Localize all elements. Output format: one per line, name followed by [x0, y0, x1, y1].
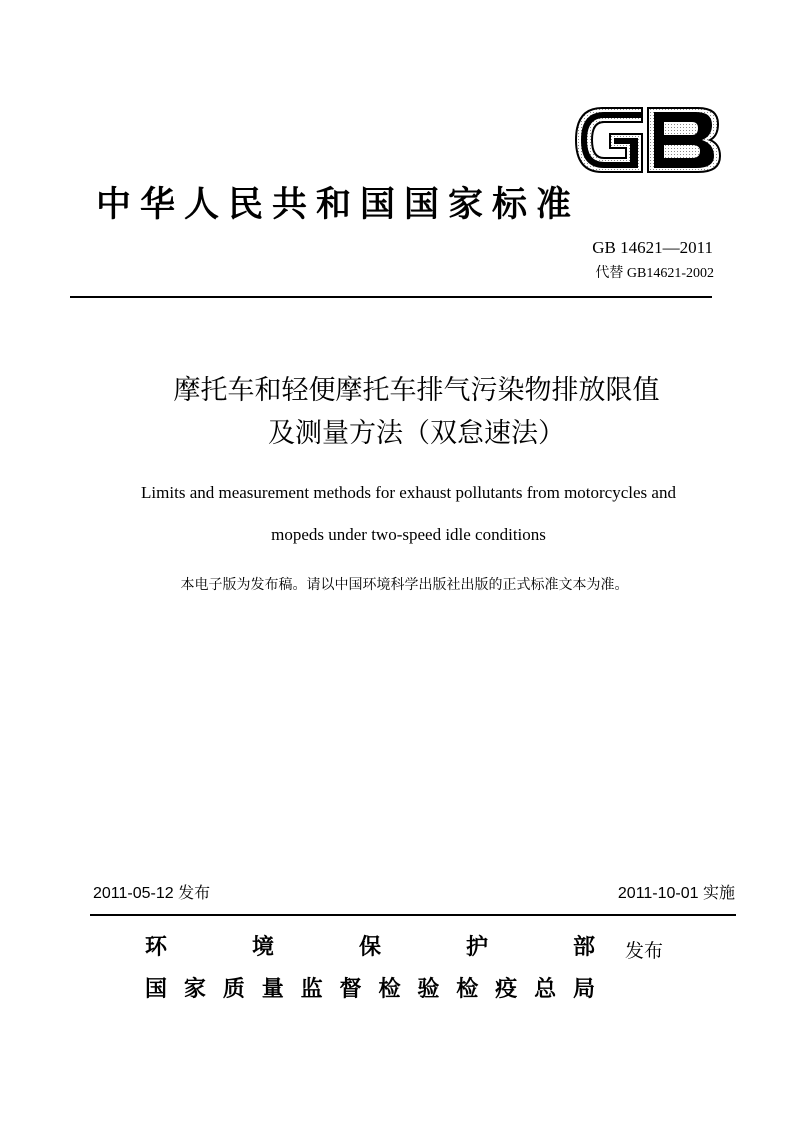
org-char: 国 [145, 977, 168, 1002]
header-divider [70, 296, 712, 298]
implementation-date: 2011-10-01 实施 [617, 885, 735, 902]
gb-logo-icon [572, 100, 724, 180]
publish-label: 发布 [625, 940, 664, 962]
replaces-standard: 代替 GB14621-2002 [595, 266, 714, 281]
english-title-line-2: mopeds under two-speed idle conditions [271, 525, 546, 544]
org-char: 总 [534, 977, 557, 1002]
national-standard-title: 中华人民共和国国家标准 [96, 185, 581, 225]
footer-divider [90, 914, 736, 916]
org-char: 环 [145, 935, 168, 960]
english-title-line-1: Limits and measurement methods for exhaust pollutants from motorcycles and [141, 483, 676, 502]
org-char: 检 [456, 977, 479, 1002]
issue-date: 2011-05-12 发布 [93, 885, 211, 902]
chinese-title-line-1: 摩托车和轻便摩托车排气污染物排放限值 [173, 375, 660, 406]
org-char: 量 [261, 977, 284, 1002]
org-char: 保 [358, 935, 381, 960]
org-char: 验 [417, 977, 440, 1002]
issuing-org-ministry-of-environmental-protection [145, 930, 595, 961]
org-char: 护 [465, 935, 488, 960]
org-char: 督 [339, 977, 362, 1002]
org-char: 家 [183, 977, 206, 1002]
org-char: 疫 [495, 977, 518, 1002]
org-char: 监 [300, 977, 323, 1002]
org-char: 检 [378, 977, 401, 1002]
org-char: 质 [222, 977, 245, 1002]
standard-number: GB 14621—2011 [592, 238, 713, 257]
org-char: 局 [572, 977, 595, 1002]
electronic-version-notice: 本电子版为发布稿。请以中国环境科学出版社出版的正式标准文本为准。 [180, 577, 629, 593]
issuing-org-aqsiq [145, 972, 595, 1003]
org-char: 境 [251, 935, 274, 960]
org-char: 部 [572, 935, 595, 960]
chinese-title-line-2: 及测量方法（双怠速法） [268, 418, 565, 449]
